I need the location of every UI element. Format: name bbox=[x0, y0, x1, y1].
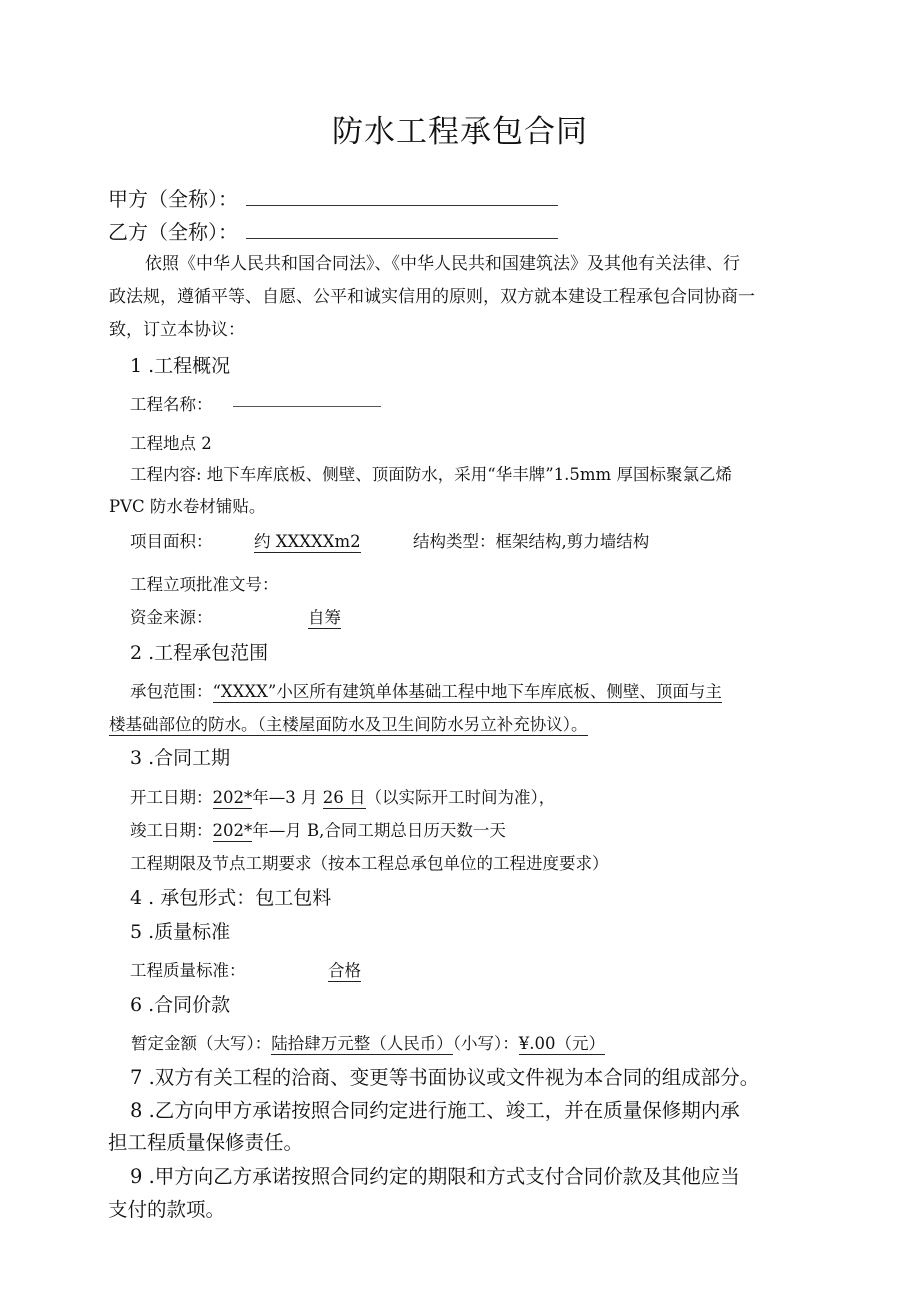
project-name-blank bbox=[233, 405, 381, 407]
quality-standard-label: 工程质量标准： bbox=[130, 961, 246, 980]
structure-type: 结构类型：框架结构,剪力墙结构 bbox=[413, 532, 650, 551]
project-content-line-2: PVC 防水卷材铺贴。 bbox=[109, 497, 266, 516]
start-date-row bbox=[130, 784, 555, 808]
fund-source-value bbox=[308, 604, 341, 628]
party-a-blank bbox=[246, 204, 558, 206]
price-lower-label: （小写）： bbox=[452, 1034, 519, 1053]
project-area-label: 项目面积： bbox=[130, 532, 213, 551]
document-title: 防水工程承包合同 bbox=[332, 114, 588, 150]
price-upper: 陆拾肆万元整（人民币） bbox=[271, 1034, 453, 1053]
project-area-value-text: 约 XXXXXm2 bbox=[254, 532, 361, 551]
party-b-line bbox=[108, 216, 558, 245]
end-year: 202* bbox=[212, 821, 253, 840]
end-date-row bbox=[130, 817, 506, 841]
scope-line-1 bbox=[130, 678, 722, 702]
party-a-label: 甲方（全称）： bbox=[108, 187, 238, 211]
party-b-label: 乙方（全称）： bbox=[108, 220, 238, 244]
project-name-label: 工程名称： bbox=[130, 395, 213, 414]
section-4-heading: 4 . 承包形式：包工包料 bbox=[130, 887, 332, 909]
start-year: 202* bbox=[212, 788, 253, 807]
section-1-heading: 1 .工程概况 bbox=[130, 355, 231, 377]
end-rest: 年—月 B,合同工期总日历天数一天 bbox=[252, 821, 506, 840]
fund-source-label: 资金来源： bbox=[130, 608, 213, 627]
end-date-label: 竣工日期： bbox=[130, 821, 213, 840]
price-row bbox=[131, 1030, 605, 1054]
section-5-heading: 5 .质量标准 bbox=[130, 921, 231, 943]
start-date-label: 开工日期： bbox=[130, 788, 213, 807]
section-3-heading: 3 .合同工期 bbox=[130, 747, 231, 769]
section-9-line-2: 支付的款项。 bbox=[108, 1198, 226, 1221]
price-label: 暂定金额（大写）： bbox=[131, 1034, 272, 1053]
quality-standard-value-text: 合格 bbox=[328, 961, 361, 980]
section-8-line-1: 8 .乙方向甲方承诺按照合同约定进行施工、竣工，并在质量保修期内承 bbox=[130, 1099, 740, 1122]
section-6-heading: 6 .合同价款 bbox=[130, 994, 231, 1016]
preamble-line-3: 致，订立本协议： bbox=[109, 320, 245, 340]
preamble-line-1: 依照《中华人民共和国合同法》、《中华人民共和国建筑法》及其他有关法律、行 bbox=[145, 254, 740, 274]
scope-text-1: “XXXX”小区所有建筑单体基础工程中地下车库底板、侧壁、顶面与主 bbox=[212, 682, 722, 701]
price-lower: ¥.00（元） bbox=[518, 1034, 605, 1053]
scope-line-2 bbox=[109, 711, 588, 735]
section-8-line-2: 担工程质量保修责任。 bbox=[108, 1131, 304, 1154]
section-2-heading: 2 .工程承包范围 bbox=[130, 642, 269, 664]
start-note: （以实际开工时间为准）， bbox=[365, 788, 556, 807]
project-location: 工程地点 2 bbox=[130, 434, 212, 453]
start-day: 26 日 bbox=[322, 788, 366, 807]
start-month: 年—3 月 bbox=[252, 788, 318, 807]
project-name-row bbox=[130, 391, 381, 415]
party-b-blank bbox=[246, 237, 558, 239]
preamble-line-2: 政法规，遵循平等、自愿、公平和诚实信用的原则，双方就本建设工程承包合同协商一 bbox=[109, 287, 755, 307]
fund-source-value-text: 自筹 bbox=[308, 608, 341, 627]
scope-label: 承包范围： bbox=[130, 682, 213, 701]
party-a-line bbox=[108, 183, 558, 212]
quality-standard-value bbox=[328, 957, 361, 981]
section-7-text: 7 .双方有关工程的洽商、变更等书面协议或文件视为本合同的组成部分。 bbox=[130, 1066, 760, 1089]
milestone-requirements: 工程期限及节点工期要求（按本工程总承包单位的工程进度要求） bbox=[130, 854, 609, 873]
approval-number: 工程立项批准文号： bbox=[130, 575, 279, 594]
section-9-line-1: 9 .甲方向乙方承诺按照合同约定的期限和方式支付合同价款及其他应当 bbox=[130, 1165, 740, 1188]
project-content-line-1: 工程内容: 地下车库底板、侧壁、顶面防水，采用“华丰牌”1.5mm 厚国标聚氯乙烯 bbox=[130, 465, 732, 484]
project-area-value bbox=[254, 528, 361, 552]
scope-text-2: 楼基础部位的防水。（主楼屋面防水及卫生间防水另立补充协议）。 bbox=[109, 715, 588, 734]
